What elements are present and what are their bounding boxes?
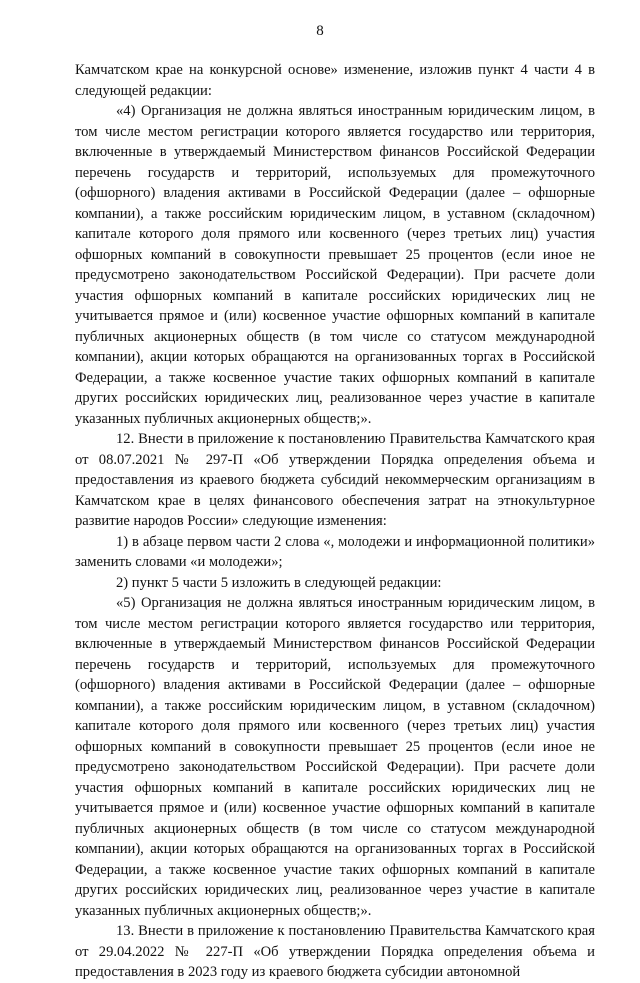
paragraph: 13. Внести в приложение к постановлению Правительства Камчатского края от 29.04.2022 № 227-П «Об утверждении Порядка определения объема и предоставления в 2023 году из краевого бюджета субсидии автономной [75,923,595,980]
paragraph: 2) пункт 5 части 5 изложить в следующей редакции: [116,574,442,591]
paragraph: 1) в абзаце первом части 2 слова «, молодежи и информационной политики» заменить словами «и молодежи»; [75,533,595,570]
paragraph: «4) Организация не должна являться иностранным юридическим лицом, в том числе местом регистрации которого является государство или территория, включенные в утверждаемый Министерством финансов Российской Федерации перечень государств и территорий, используемых для промежуточного (офшорного) владения активами в Российской Федерации (далее – офшорные компании), а также российским юридическим лицом, в уставном (складочном) капитале которого доля прямого или косвенного (через третьих лиц) участия офшорных компаний в совокупности превышает 25 процентов (если иное не предусмотрено законодательством Российской Федерации). При расчете доли участия офшорных компаний в капитале российских юридических лиц не учитывается прямое и (или) косвенное участие офшорных компаний в капитале публичных акционерных обществ (в том числе со статусом международной компании), акции которых обращаются на организованных торгах в Российской Федерации, а также косвенное участие таких офшорных компаний в капитале других российских юридических лиц, реализованное через участие в капитале указанных публичных акционерных обществ;». [75,103,595,427]
page-number: 8 [316,23,324,39]
paragraph: «5) Организация не должна являться иностранным юридическим лицом, в том числе местом регистрации которого является государство или территория, включенные в утверждаемый Министерством финансов Российской Федерации перечень государств и территорий, используемых для промежуточного (офшорного) владения активами в Российской Федерации (далее – офшорные компании), а также российским юридическим лицом, в уставном (складочном) капитале которого доля прямого или косвенного (через третьих лиц) участия офшорных компаний в совокупности превышает 25 процентов (если иное не предусмотрено законодательством Российской Федерации). При расчете доли участия офшорных компаний в капитале российских юридических лиц не учитывается прямое и (или) косвенное участие офшорных компаний в капитале публичных акционерных обществ (в том числе со статусом международной компании), акции которых обращаются на организованных торгах в Российской Федерации, а также косвенное участие таких офшорных компаний в капитале других российских юридических лиц, реализованное через участие в капитале указанных публичных акционерных обществ;». [75,595,595,919]
paragraph: 12. Внести в приложение к постановлению Правительства Камчатского края от 08.07.2021 № 297-П «Об утверждении Порядка определения объема и предоставления из краевого бюджета субсидий некоммерческим организациям в Камчатском крае в целях финансового обеспечения затрат на этнокультурное развитие народов России» следующие изменения: [75,431,595,529]
paragraph: Камчатском крае на конкурсной основе» изменение, изложив пункт 4 части 4 в следующей редакции: [75,62,595,99]
document-body [75,60,595,983]
